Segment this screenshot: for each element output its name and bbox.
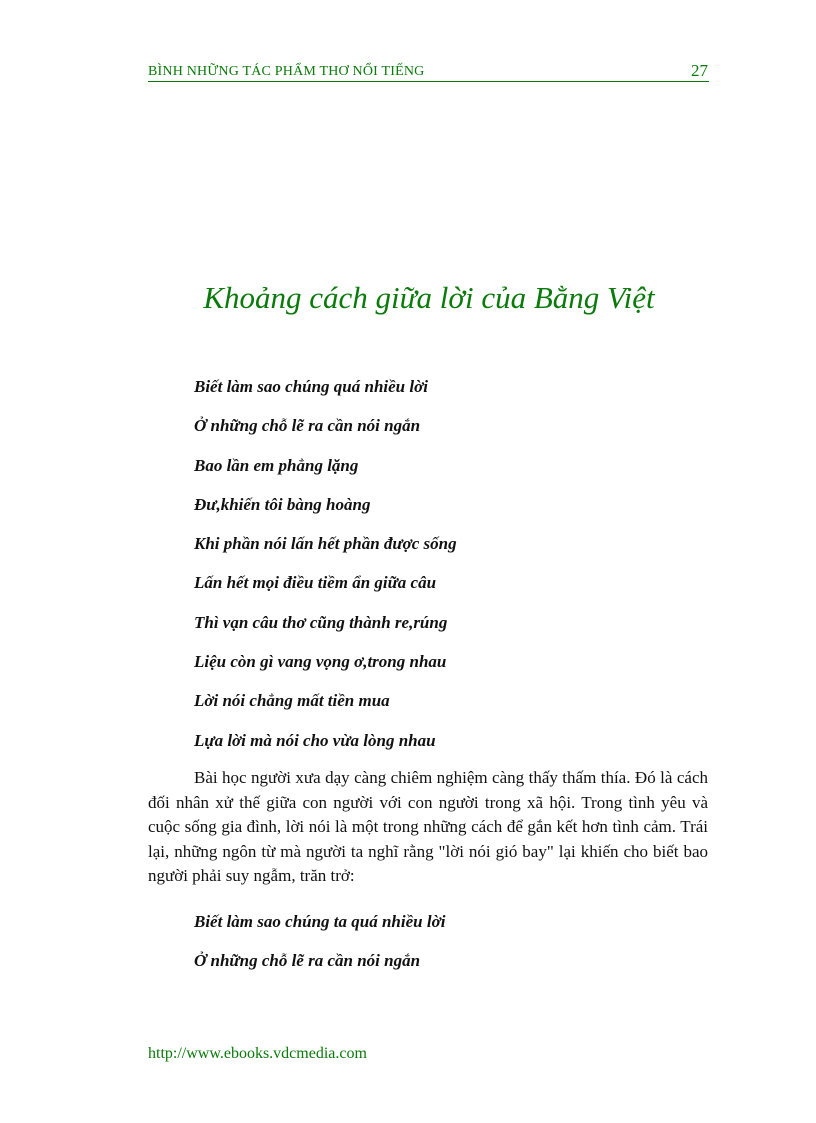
poem-line: Khi phần nói lấn hết phần được sống bbox=[194, 534, 457, 554]
footer-url-link[interactable]: http://www.ebooks.vdcmedia.com bbox=[148, 1045, 367, 1062]
poem-stanza-2 bbox=[194, 912, 445, 991]
running-header bbox=[148, 61, 709, 82]
poem-line: Lời nói chẳng mất tiền mua bbox=[194, 691, 390, 711]
chapter-title: Khoảng cách giữa lời của Bằng Việt bbox=[203, 280, 655, 315]
poem-line: Lựa lời mà nói cho vừa lòng nhau bbox=[194, 730, 436, 750]
poem-line: Bao lần em phẳng lặng bbox=[194, 455, 359, 475]
header-title: BÌNH NHỮNG TÁC PHẨM THƠ NỔI TIẾNG bbox=[148, 64, 425, 79]
poem-line: Ở những chỗ lẽ ra cần nói ngắn bbox=[194, 951, 421, 971]
body-paragraph: Bài học người xưa dạy càng chiêm nghiệm càng thấy thấm thía. Đó là cách đối nhân xử thế giữa con người với con người trong xã hội. Trong tình yêu và cuộc sống gia đình, lời nói là một trong những cách để gắn kết hơn tình cảm. Trái lại, những ngôn từ mà người ta nghĩ rằng "lời nói gió bay" lại khiến cho biết bao người phải suy ngẫm, trăn trở: bbox=[148, 768, 708, 886]
poem-line: Ở những chỗ lẽ ra cần nói ngắn bbox=[194, 416, 421, 436]
poem-line: Biết làm sao chúng ta quá nhiều lời bbox=[194, 912, 446, 931]
poem-line: Liệu còn gì vang vọng ơ,trong nhau bbox=[194, 652, 447, 672]
poem-stanza-1 bbox=[194, 377, 457, 770]
poem-line: Lấn hết mọi điều tiềm ẩn giữa câu bbox=[194, 573, 437, 593]
poem-line: Thì vạn câu thơ cũng thành re,rúng bbox=[194, 612, 448, 632]
poem-line: Đư,khiến tôi bàng hoàng bbox=[194, 494, 371, 514]
poem-line: Biết làm sao chúng quá nhiều lời bbox=[194, 377, 428, 396]
page-number: 27 bbox=[691, 61, 708, 80]
